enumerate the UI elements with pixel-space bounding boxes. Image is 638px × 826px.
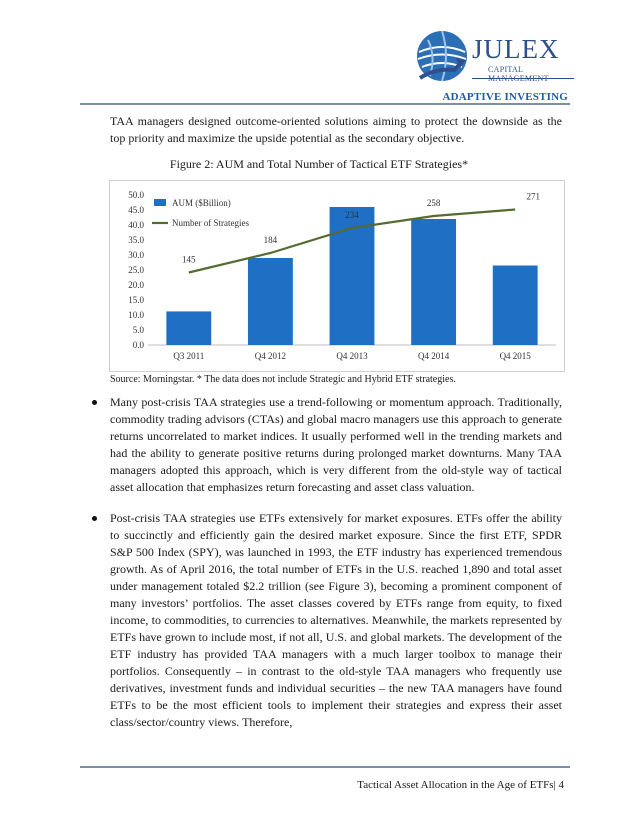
legend-swatch-aum bbox=[154, 199, 166, 206]
y-tick-label: 20.0 bbox=[128, 280, 144, 290]
aum-bar bbox=[166, 311, 211, 345]
globe-icon bbox=[414, 28, 470, 84]
aum-strategies-chart bbox=[110, 181, 564, 371]
x-tick-label: Q3 2011 bbox=[173, 351, 205, 361]
strategies-data-label: 145 bbox=[182, 254, 196, 265]
aum-bar bbox=[248, 258, 293, 345]
y-tick-label: 5.0 bbox=[132, 325, 144, 335]
tagline: ADAPTIVE INVESTING bbox=[442, 91, 568, 103]
logo-name: JULEX bbox=[472, 34, 560, 64]
y-tick-label: 45.0 bbox=[128, 205, 144, 215]
y-tick-label: 15.0 bbox=[128, 295, 144, 305]
list-item bbox=[92, 394, 562, 496]
intro-paragraph: TAA managers designed outcome-oriented solutions aiming to protect the downside as the top priority and maximize the upside potential as the secondary objective. bbox=[110, 114, 562, 145]
logo-subtitle: CAPITAL MANAGEMENT bbox=[488, 65, 549, 83]
y-tick-label: 10.0 bbox=[128, 310, 144, 320]
bullet-text: Post-crisis TAA strategies use ETFs extensively for market exposures. ETFs offer the ability to succinctly and efficiently gain the desired market exposure. Since the first ETF, SPDR S&P 500 Index (SPY), was launched in 1993, the ETF industry has experienced tremendous growth. As of April 2016, the total number of ETFs in the U.S. reached 1,890 and total asset under management totaled $2.2 trillion (see Figure 3), becoming a prominent component of many investors’ portfolios. The asset classes covered by ETFs range from equity, to fixed income, to commodities, to currencies to alternatives. Meanwhile, the markets represented by ETFs have grown to include most, if not all, U.S. and global markets. The development of the ETF industry has provided TAA managers with a much larger toolbox to manage their portfolios. Consequently – in contrast to the old-style TAA managers who frequently use derivatives, investment funds and individual securities – the new TAA managers have found ETFs to be the most efficient tools to implement their strategies and express their asset class/sector/country views. Therefore, bbox=[110, 511, 562, 729]
x-tick-label: Q4 2015 bbox=[499, 351, 531, 361]
figure-title: Figure 2: AUM and Total Number of Tactical ETF Strategies* bbox=[169, 157, 469, 171]
strategies-data-label: 271 bbox=[526, 191, 540, 202]
bullet-icon bbox=[92, 516, 97, 521]
aum-bar bbox=[411, 219, 456, 345]
header-divider bbox=[80, 103, 570, 105]
bullet-icon bbox=[92, 400, 97, 405]
legend-label-aum: AUM ($Billion) bbox=[172, 198, 231, 208]
x-tick-label: Q4 2013 bbox=[336, 351, 368, 361]
legend-label-strategies: Number of Strategies bbox=[172, 218, 249, 228]
aum-bar bbox=[493, 266, 538, 346]
strategies-data-label: 184 bbox=[263, 235, 278, 245]
y-tick-label: 35.0 bbox=[128, 235, 144, 245]
footer-divider bbox=[80, 766, 570, 768]
y-tick-label: 40.0 bbox=[128, 220, 144, 230]
bullet-text: Many post-crisis TAA strategies use a trend-following or momentum approach. Traditionally, commodity trading advisors (CTAs) and global macro managers use this approach to generate returns uncorrelated to market indices. It usually performed well in the trending markets and had the ability to generate positive returns during prolonged market downturns. Many TAA managers adopted this approach, which is very different from the old-style way of tactical asset allocation that emphasizes return forecasting and asset class valuation. bbox=[110, 395, 562, 494]
bullet-list bbox=[92, 394, 562, 745]
strategies-data-label: 234 bbox=[345, 210, 359, 220]
page-footer: Tactical Asset Allocation in the Age of ETFs| 4 bbox=[357, 779, 564, 791]
strategies-data-label: 258 bbox=[426, 198, 441, 208]
y-tick-label: 0.0 bbox=[132, 340, 144, 350]
chart-container bbox=[109, 180, 565, 372]
x-tick-label: Q4 2012 bbox=[254, 351, 287, 361]
y-tick-label: 30.0 bbox=[128, 250, 144, 260]
list-item bbox=[92, 510, 562, 731]
y-tick-label: 25.0 bbox=[128, 265, 144, 275]
y-tick-label: 50.0 bbox=[128, 190, 144, 200]
figure-source: Source: Morningstar. * The data does not include Strategic and Hybrid ETF strategies. bbox=[110, 374, 456, 385]
x-tick-label: Q4 2014 bbox=[417, 351, 450, 361]
